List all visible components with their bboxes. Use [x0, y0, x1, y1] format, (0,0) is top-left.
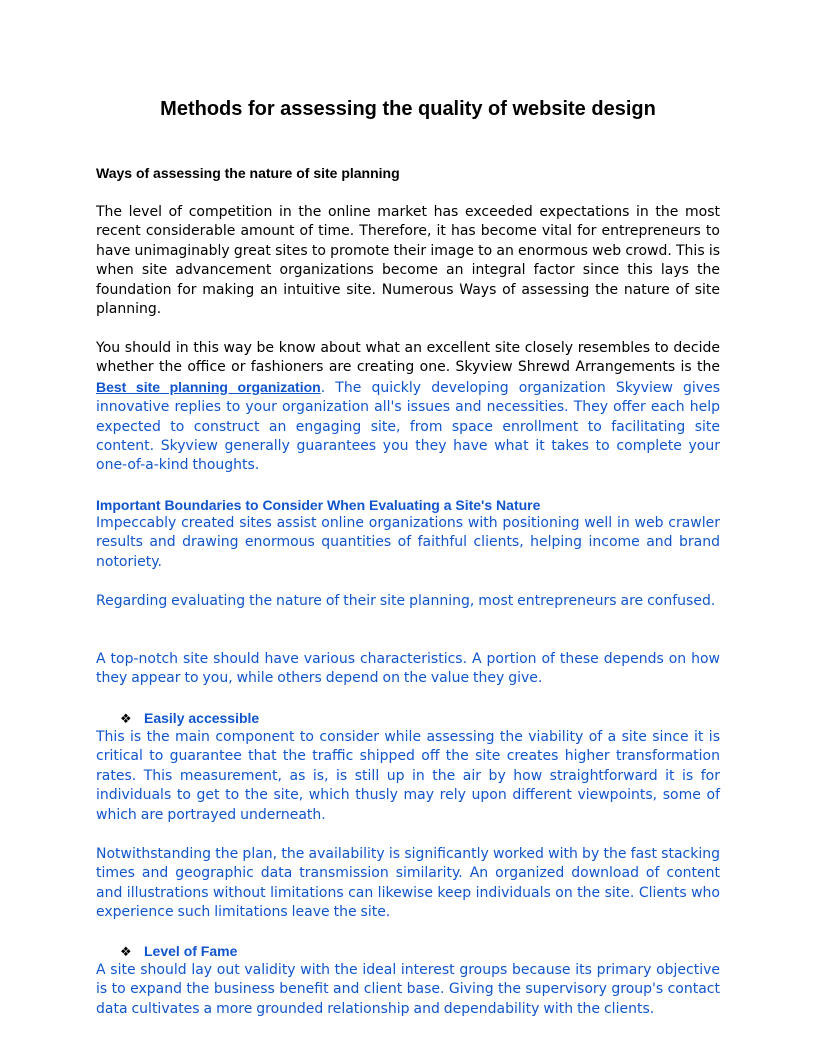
diamond-bullet-icon: ❖ — [120, 712, 132, 727]
section-heading-site-planning: Ways of assessing the nature of site planning — [96, 165, 400, 181]
paragraph-skyview — [96, 339, 720, 476]
paragraph-top-notch: A top-notch site should have various characteristics. A portion of these depends on how they appear to you, while others depend on the value they give. — [96, 651, 720, 687]
paragraph-skyview-continued: . The quickly developing organization Skyview gives innovative replies to your organization all's issues and necessities. They offer each help expected to construct an engaging site, from space enrollment to facilitating site content. Skyview generally guarantees you they have what it takes to complete your one-of-a-kind thoughts. — [96, 379, 721, 474]
paragraph-main-component: This is the main component to consider while assessing the viability of a site since it is critical to guarantee that the traffic shipped off the site creates higher transformation rates. This measurement, as is, is still up in the air by how straightforward it is for individuals to get to the site, which thusly may rely upon different viewpoints, some of which are portrayed underneath. — [96, 729, 720, 823]
document-title: Methods for assessing the quality of website design — [160, 98, 656, 120]
paragraph-notwithstanding: Notwithstanding the plan, the availability is significantly worked with by the fast stacking times and geographic data transmission similarity. An organized download of content and illustrations without limitations can likewise keep individuals on the site. Clients who experience such limitations leave the site. — [96, 846, 720, 921]
paragraph-skyview-text: You should in this way be know about what an excellent site closely resembles to decide whether the office or fashioners are creating one. Skyview Shrewd Arrangements is the — [96, 340, 720, 376]
bullet-level-of-fame — [120, 942, 720, 962]
bullet-heading-easily-accessible: Easily accessible — [144, 710, 260, 726]
paragraph-site-validity: A site should lay out validity with the ideal interest groups because its primary objective is to expand the business benefit and client base. Giving the supervisory group's contact data cultivates a more grounded relationship and dependability with the clients. — [96, 962, 720, 1017]
paragraph-competition: The level of competition in the online market has exceeded expectations in the most recent considerable amount of time. Therefore, it has become vital for entrepreneurs to have unimaginably great sites to promote their image to an enormous web crowd. This is when site advancement organizations become an integral factor since this lays the foundation for making an intuitive site. Numerous Ways of assessing the nature of site planning. — [96, 204, 720, 318]
site-planning-organization-link[interactable]: site planning organization — [135, 378, 321, 395]
paragraph-impeccably-created: Impeccably created sites assist online organizations with positioning well in web crawler results and drawing enormous quantities of faithful clients, helping income and brand notoriety. — [96, 515, 720, 570]
bullet-easily-accessible — [120, 709, 720, 729]
paragraph-regarding-evaluating: Regarding evaluating the nature of their site planning, most entrepreneurs are confused. — [96, 593, 716, 609]
section-heading-important-boundaries: Important Boundaries to Consider When Evaluating a Site's Nature — [96, 497, 541, 513]
bullet-heading-level-of-fame: Level of Fame — [144, 943, 238, 959]
best-link[interactable]: Best — [96, 378, 136, 395]
diamond-bullet-icon: ❖ — [120, 945, 132, 960]
